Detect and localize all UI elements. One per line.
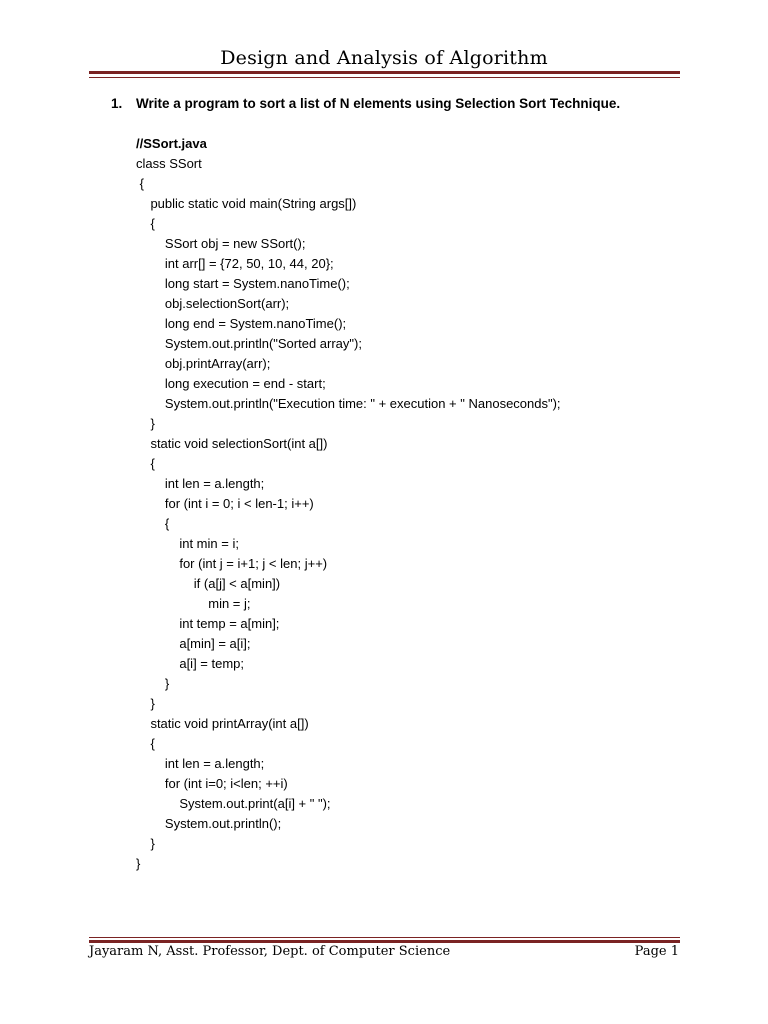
- code-line: for (int i=0; i<len; ++i): [136, 776, 288, 791]
- code-line: long end = System.nanoTime();: [136, 316, 347, 331]
- question-heading: [111, 96, 620, 111]
- footer-rule-thin: [89, 937, 680, 938]
- code-line: {: [136, 176, 144, 191]
- header-rule-thick: [89, 71, 680, 74]
- code-line: a[i] = temp;: [136, 656, 245, 671]
- code-listing: [136, 134, 561, 874]
- code-line: obj.selectionSort(arr);: [136, 296, 290, 311]
- code-line: int arr[] = {72, 50, 10, 44, 20};: [136, 256, 334, 271]
- code-line: static void selectionSort(int a[]): [136, 436, 328, 451]
- code-line: for (int i = 0; i < len-1; i++): [136, 496, 314, 511]
- code-line: int min = i;: [136, 536, 239, 551]
- code-line: }: [136, 416, 155, 431]
- code-line: }: [136, 856, 141, 871]
- code-line: SSort obj = new SSort();: [136, 236, 306, 251]
- question-number: 1.: [111, 96, 123, 111]
- page-title: Design and Analysis of Algorithm: [220, 47, 548, 69]
- code-line: //SSort.java: [136, 136, 207, 151]
- code-line: System.out.println();: [136, 816, 282, 831]
- code-line: }: [136, 696, 155, 711]
- code-line: long start = System.nanoTime();: [136, 276, 350, 291]
- code-line: System.out.print(a[i] + " ");: [136, 796, 331, 811]
- code-line: class SSort: [136, 156, 202, 171]
- code-line: }: [136, 836, 155, 851]
- page-number: Page 1: [634, 944, 679, 959]
- footer-author: Jayaram N, Asst. Professor, Dept. of Computer Science: [89, 944, 451, 959]
- code-line: static void printArray(int a[]): [136, 716, 309, 731]
- code-line: {: [136, 736, 155, 751]
- footer-rule-thick: [89, 940, 680, 943]
- code-line: if (a[j] < a[min]): [136, 576, 281, 591]
- code-line: int len = a.length;: [136, 756, 265, 771]
- code-line: {: [136, 456, 155, 471]
- header-rule-thin: [89, 77, 680, 78]
- code-line: min = j;: [136, 596, 251, 611]
- code-line: System.out.println("Sorted array");: [136, 336, 362, 351]
- code-line: for (int j = i+1; j < len; j++): [136, 556, 328, 571]
- code-line: a[min] = a[i];: [136, 636, 251, 651]
- code-line: {: [136, 216, 155, 231]
- code-line: long execution = end - start;: [136, 376, 326, 391]
- question-text: Write a program to sort a list of N elements using Selection Sort Technique.: [136, 96, 621, 111]
- code-line: obj.printArray(arr);: [136, 356, 271, 371]
- code-line: public static void main(String args[]): [136, 196, 357, 211]
- code-line: System.out.println("Execution time: " + execution + " Nanoseconds");: [136, 396, 561, 411]
- code-line: {: [136, 516, 170, 531]
- code-line: int temp = a[min];: [136, 616, 280, 631]
- code-line: }: [136, 676, 170, 691]
- code-line: int len = a.length;: [136, 476, 265, 491]
